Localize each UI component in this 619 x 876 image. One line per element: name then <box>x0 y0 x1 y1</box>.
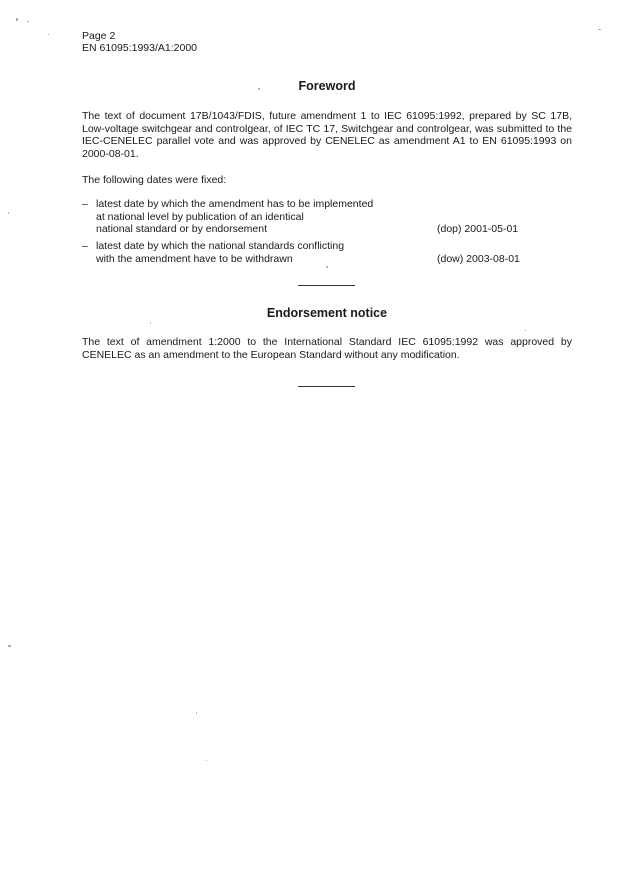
document-identifier: EN 61095:1993/A1:2000 <box>82 41 198 54</box>
scan-speck <box>258 88 260 90</box>
paragraph-line: CENELEC as an amendment to the European Standard without any modification. <box>82 348 460 361</box>
scan-speck <box>525 330 526 331</box>
date-description-line: latest date by which the amendment has to be implemented <box>96 198 374 210</box>
date-description-line: with the amendment have to be withdrawn <box>96 252 293 265</box>
paragraph-line: The text of amendment 1:2000 to the International Standard IEC 61095:1992 was approved by <box>82 336 572 348</box>
paragraph-line: The text of document 17B/1043/FDIS, future amendment 1 to IEC 61095:1992, prepared by SC 17B, <box>82 110 572 122</box>
scan-speck <box>27 21 29 22</box>
foreword-heading: Foreword <box>298 79 356 93</box>
date-value-dop: (dop) 2001-05-01 <box>437 223 519 235</box>
paragraph-line: 2000-08-01. <box>82 147 139 160</box>
endorsement-heading: Endorsement notice <box>266 306 388 320</box>
scan-speck <box>8 212 9 214</box>
paragraph-line: IEC-CENELEC parallel vote and was approved by CENELEC as amendment A1 to EN 61095:1993 on <box>82 135 572 147</box>
page-header <box>82 31 382 54</box>
scan-speck <box>598 29 601 30</box>
scan-speck <box>8 645 11 647</box>
date-description <box>96 198 426 236</box>
dates-list <box>82 198 572 268</box>
date-item-dop <box>82 198 572 238</box>
date-value-dow: (dow) 2003-08-01 <box>437 253 520 265</box>
scan-speck <box>326 266 328 268</box>
page-number: Page 2 <box>82 30 116 42</box>
section-divider <box>298 285 355 286</box>
scan-speck <box>196 712 197 714</box>
date-description <box>96 240 426 265</box>
list-dash: – <box>82 198 88 210</box>
scan-speck <box>16 18 18 21</box>
list-dash: – <box>82 240 88 252</box>
date-description-line: national standard or by endorsement <box>96 223 268 235</box>
scan-speck <box>48 34 49 35</box>
date-description-line: latest date by which the national standards conflicting <box>96 240 345 252</box>
endorsement-paragraph <box>82 336 572 361</box>
section-divider <box>298 386 355 387</box>
paragraph-line: Low-voltage switchgear and controlgear, of IEC TC 17, Switchgear and controlgear, was submitted to the <box>82 122 572 135</box>
scan-speck <box>206 760 207 761</box>
foreword-paragraph <box>82 110 572 160</box>
dates-intro: The following dates were fixed: <box>82 174 227 186</box>
date-description-line: at national level by publication of an identical <box>96 210 304 223</box>
scan-speck <box>150 322 151 324</box>
date-item-dow <box>82 240 572 268</box>
